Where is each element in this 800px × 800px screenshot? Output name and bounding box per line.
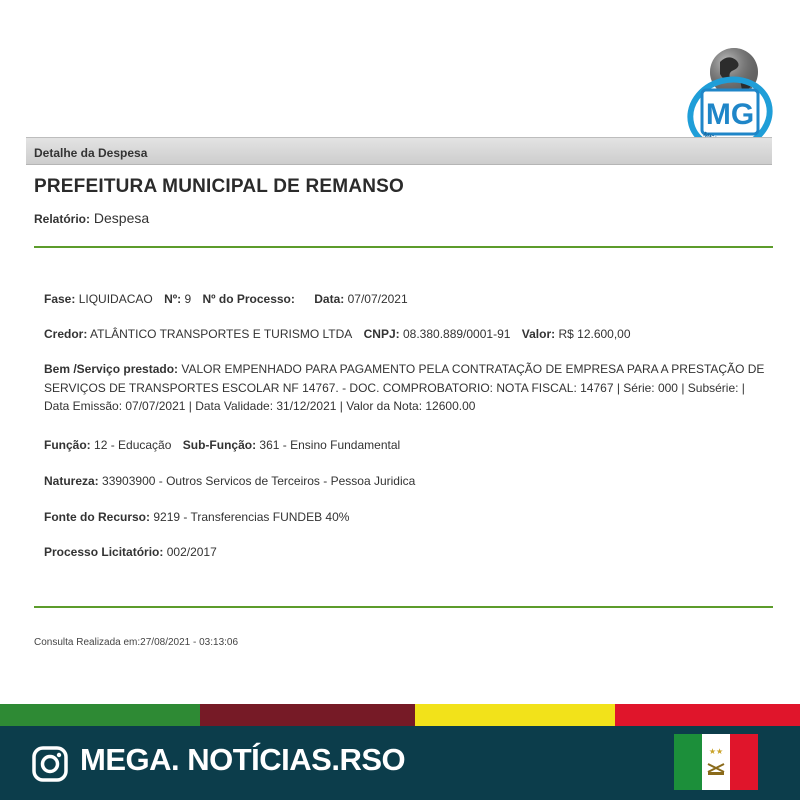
funcao-row (44, 436, 766, 455)
query-timestamp: Consulta Realizada em:27/08/2021 - 03:13:06 (34, 637, 239, 648)
panel-header (26, 137, 772, 165)
natureza-value: 33903900 - Outros Servicos de Terceiros - Pessoa Juridica (102, 474, 416, 488)
stripe-green (0, 704, 200, 726)
licitatorio-value: 002/2017 (166, 545, 217, 559)
numero-value: 9 (184, 292, 192, 306)
instagram-icon (32, 746, 68, 782)
bem-servico-value: VALOR EMPENHADO PARA PAGAMENTO PELA CONTRATAÇÃO DE EMPRESA PARA A PRESTAÇÃO DE SERVIÇOS DE TRANSPORTES ESCOLAR NF 14767. - DOC. COMPROBATORIO: NOTA FISCAL: 14767 | Série: 000 | Subsérie: | Data Emissão: 07/07/2021 | Data Validade: 31/12/2021 | Valor da Nota: 12600.00 (44, 362, 765, 413)
subfuncao-value: 361 - Ensino Fundamental (259, 438, 401, 452)
fase-row (44, 290, 766, 309)
report-value: Despesa (93, 210, 150, 226)
bem-servico-label: Bem /Serviço prestado: (44, 362, 179, 376)
credor-row (44, 325, 766, 344)
color-stripes (0, 704, 800, 726)
credor-label: Credor: (44, 327, 88, 341)
licitatorio-label: Processo Licitatório: (44, 545, 164, 559)
fonte-value: 9219 - Transferencias FUNDEB 40% (153, 510, 350, 524)
report-line (34, 210, 149, 226)
stripe-yellow (415, 704, 615, 726)
stripe-maroon (200, 704, 415, 726)
divider-bottom (34, 606, 773, 608)
fase-value: LIQUIDACAO (78, 292, 153, 306)
numero-label: Nº: (164, 292, 182, 306)
fonte-row (44, 508, 766, 527)
logo-initials: MG (705, 98, 755, 131)
footer-banner (0, 726, 800, 800)
cnpj-value: 08.380.889/0001-91 (402, 327, 511, 341)
licitatorio-row (44, 543, 766, 562)
svg-text:★★: ★★ (708, 747, 724, 756)
funcao-value: 12 - Educação (94, 438, 172, 452)
stripe-red (615, 704, 800, 726)
valor-label: Valor: (521, 327, 556, 341)
brand-handle: MEGA. NOTÍCIAS.RSO (80, 742, 406, 777)
subfuncao-label: Sub-Função: (182, 438, 257, 452)
data-value: 07/07/2021 (347, 292, 408, 306)
natureza-row (44, 472, 766, 491)
processo-label: Nº do Processo: (202, 292, 295, 306)
fase-label: Fase: (44, 292, 76, 306)
fonte-label: Fonte do Recurso: (44, 510, 151, 524)
bem-servico-row (44, 360, 766, 416)
valor-value: R$ 12.600,00 (558, 327, 631, 341)
data-label: Data: (314, 292, 345, 306)
credor-value: ATLÂNTICO TRANSPORTES E TURISMO LTDA (90, 327, 353, 341)
cnpj-label: CNPJ: (363, 327, 400, 341)
divider-top (34, 246, 773, 248)
organization-name: PREFEITURA MUNICIPAL DE REMANSO (34, 176, 405, 197)
panel-title: Detalhe da Despesa (34, 146, 148, 160)
report-label: Relatório: (34, 212, 91, 226)
funcao-label: Função: (44, 438, 91, 452)
natureza-label: Natureza: (44, 474, 99, 488)
remanso-flag-icon (674, 734, 758, 790)
